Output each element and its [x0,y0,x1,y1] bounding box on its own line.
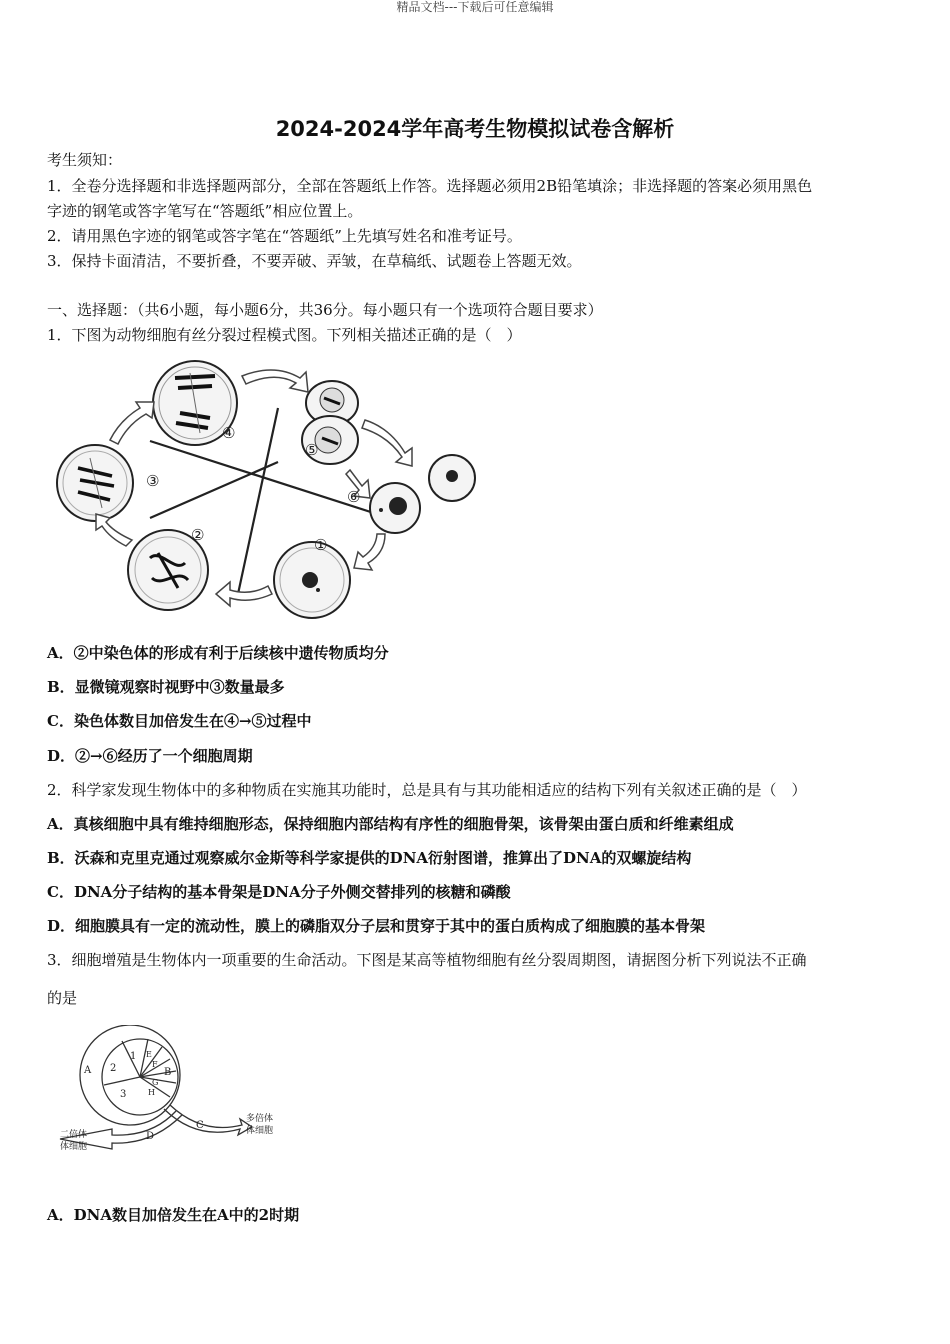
fig3-label-e: E [146,1050,152,1059]
fig3-label-1: 1 [130,1051,137,1062]
fig3-label-3: 3 [120,1089,127,1100]
page-header: 精品文档---下载后可任意编辑 [396,0,554,14]
notice-item-3: 3．保持卡面清洁，不要折叠，不要弄破、弄皱，在草稿纸、试题卷上答题无效。 [47,252,582,270]
fig3-label-a: A [84,1065,92,1076]
notice-item-2: 2．请用黑色字迹的钢笔或答字笔在“答题纸”上先填写姓名和准考证号。 [47,227,522,245]
q2-option-d: D．细胞膜具有一定的流动性，膜上的磷脂双分子层和贯穿于其中的蛋白质构成了细胞膜的基本骨架 [47,917,706,935]
q1-option-b: B．显微镜观察时视野中③数量最多 [47,678,285,696]
label-3: ③ [146,472,160,490]
label-2: ② [191,526,205,544]
fig3-label-2: 2 [110,1063,117,1074]
fig3-label-diploid-1: 二倍体 [60,1130,88,1140]
arrow-1-to-2 [216,582,272,606]
notice-heading: 考生须知： [47,151,123,169]
page-title: 2024-2024学年高考生物模拟试卷含解析 [275,117,675,141]
q3-stem-line-2: 的是 [47,989,78,1007]
q1-stem: 1．下图为动物细胞有丝分裂过程模式图。下列相关描述正确的是（ ） [47,326,522,344]
cell-3-prometaphase [57,445,133,521]
fig3-label-diploid-2: 体细胞 [60,1142,88,1152]
cell-6-interphase [370,483,420,533]
notice-item-1-line-1: 1．全卷分选择题和非选择题两部分，全部在答题纸上作答。选择题必须用2B铅笔填涂；非选择题的答案必须用黑色 [47,177,813,195]
arrow-5-to-daughters [362,420,412,466]
fig3-label-h: H [148,1088,155,1097]
q3-option-a: A．DNA数目加倍发生在A中的2时期 [47,1206,300,1224]
fig3-label-poly-1: 多倍体 [246,1114,274,1124]
fig3-label-f: F [152,1060,158,1069]
q1-option-a: A．②中染色体的形成有利于后续核中遗传物质均分 [47,644,389,662]
label-6: ⑥ [347,488,361,506]
arrow-6-to-1 [354,534,385,570]
fig3-label-d: D [146,1131,155,1142]
q2-stem: 2．科学家发现生物体中的多种物质在实施其功能时，总是具有与其功能相适应的结构下列有关叙述正确的是（ ） [47,781,807,799]
cell-1-interphase [274,542,350,618]
daughter-cell [429,455,475,501]
fig3-label-poly-2: 体细胞 [246,1126,274,1136]
fig3-label-b: B [164,1067,172,1078]
q3-stem-line-1: 3．细胞增殖是生物体内一项重要的生命活动。下图是某高等植物细胞有丝分裂周期图，请据图分析下列说法不正确 [47,951,807,969]
q2-option-b: B．沃森和克里克通过观察威尔金斯等科学家提供的DNA衍射图谱，推算出了DNA的双螺旋结构 [47,849,692,867]
mitosis-cycle-figure [50,358,490,620]
fig3-label-g: G [152,1078,159,1087]
label-1: ① [314,536,328,554]
q2-option-c: C．DNA分子结构的基本骨架是DNA分子外侧交替排列的核糖和磷酸 [47,883,511,901]
fig3-label-c: C [196,1120,204,1131]
section-heading: 一、选择题：（共6小题，每小题6分，共36分。每小题只有一个选项符合题目要求） [47,301,603,319]
arrow-3-to-4 [110,402,154,444]
q1-option-d: D．②→⑥经历了一个细胞周期 [47,747,253,765]
arrow-2-to-3 [96,514,132,546]
q2-option-a: A．真核细胞中具有维持细胞形态，保持细胞内部结构有序性的细胞骨架，该骨架由蛋白质和纤维素组成 [47,815,734,833]
label-5: ⑤ [305,441,319,459]
label-4: ④ [222,424,236,442]
cell-cycle-figure [52,1025,292,1160]
q1-option-c: C．染色体数目加倍发生在④→⑤过程中 [47,712,312,730]
arrow-4-to-5 [242,370,308,392]
notice-item-1-line-2: 字迹的钢笔或答字笔写在“答题纸”相应位置上。 [47,202,363,220]
